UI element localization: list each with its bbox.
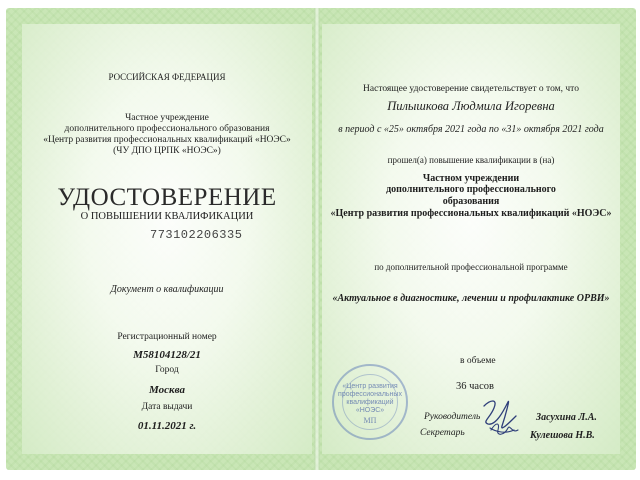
issue-date-value: 01.11.2021 г.: [137, 420, 197, 432]
document-title: УДОСТОВЕРЕНИЕ: [57, 184, 277, 211]
stamp-line-2: профессиональных: [338, 391, 402, 398]
city-label: Город: [155, 365, 179, 375]
stamp-line-1: «Центр развития: [342, 383, 398, 390]
center-fold: [314, 8, 320, 470]
document-subtitle: О ПОВЫШЕНИИ КВАЛИФИКАЦИИ: [80, 211, 254, 222]
serial-number: 773102206335: [150, 228, 243, 242]
institution-line-4: «Центр развития профессиональных квалификаций «НОЭС»: [330, 208, 612, 219]
institution-line-3: образования: [442, 196, 500, 207]
secretary-name: Кулешова Н.В.: [530, 430, 595, 441]
org-line-1: Частное учреждение: [125, 113, 209, 123]
volume-label: в объеме: [460, 356, 496, 366]
hours-value: 36 часов: [456, 381, 494, 392]
person-name: Пилышкова Людмила Игоревна: [387, 99, 555, 113]
training-period: в период с «25» октября 2021 года по «31» октября 2021 года: [338, 124, 604, 135]
institution-line-2: дополнительного профессионального: [386, 184, 556, 195]
program-name: «Актуальное в диагностике, лечении и профилактике ОРВИ»: [332, 293, 610, 304]
program-label: по дополнительной профессиональной программе: [374, 262, 568, 272]
stamp-mp: МП: [363, 416, 377, 425]
issue-date-label: Дата выдачи: [141, 402, 193, 412]
head-name: Засухина Л.А.: [536, 412, 597, 423]
org-line-2: дополнительного профессионального образования: [64, 124, 270, 134]
certifies-text: Настоящее удостоверение свидетельствует о том, что: [363, 84, 579, 94]
stamp-line-4: «НОЭС»: [355, 407, 385, 414]
passed-text: прошел(а) повышение квалификации в (на): [387, 155, 555, 165]
country-label: РОССИЙСКАЯ ФЕДЕРАЦИЯ: [108, 72, 226, 82]
secretary-signature-icon: [488, 418, 522, 440]
stamp-line-3: квалификаций: [346, 399, 394, 406]
registration-number: М58104128/21: [133, 349, 201, 361]
secretary-label: Секретарь: [420, 428, 465, 438]
head-label: Руководитель: [424, 412, 481, 422]
document-type: Документ о квалификации: [110, 284, 224, 295]
official-stamp: [332, 364, 408, 440]
org-line-3: «Центр развития профессиональных квалификаций «НОЭС»: [43, 135, 291, 145]
city-value: Москва: [149, 384, 185, 396]
institution-line-1: Частном учреждении: [422, 173, 520, 184]
org-line-4: (ЧУ ДПО ЦРПК «НОЭС»): [113, 146, 221, 156]
registration-label: Регистрационный номер: [117, 332, 217, 342]
